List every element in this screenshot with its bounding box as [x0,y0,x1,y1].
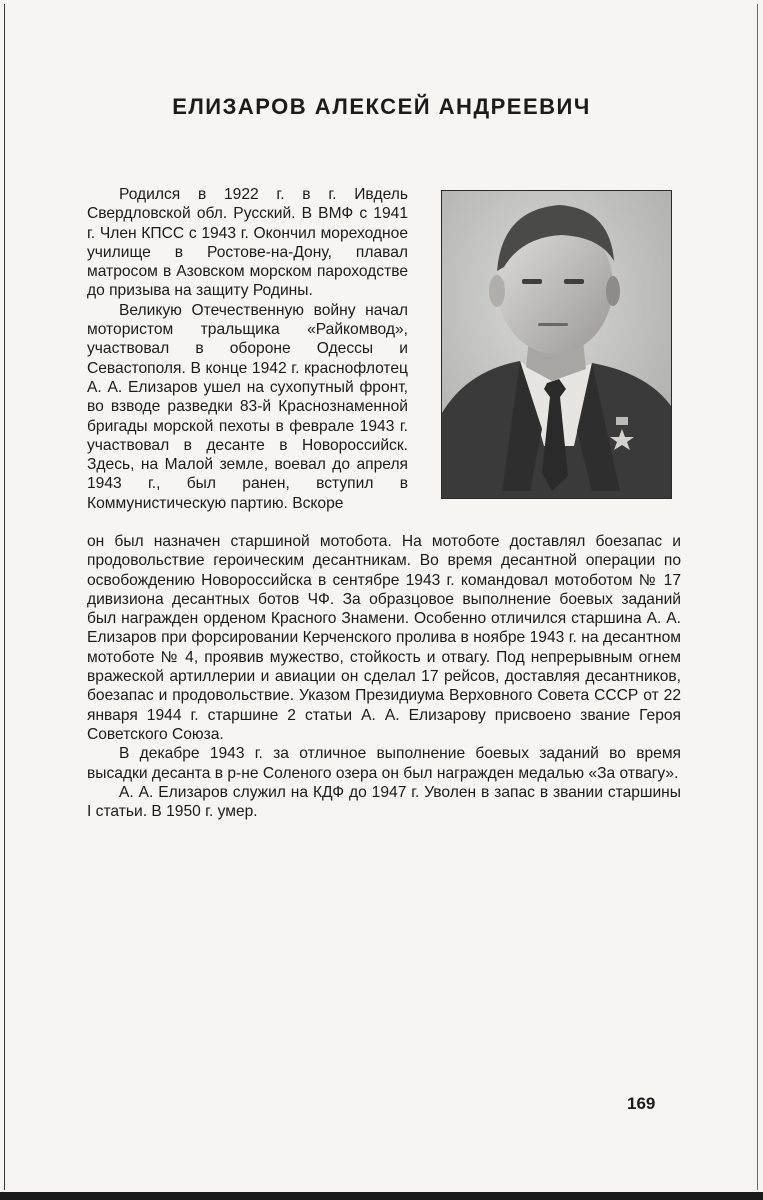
portrait-photo [441,190,672,499]
paragraph-war-start: Великую Отечественную войну начал мотористом тральщика «Райкомвод», участвовал в обороне Одессы и Севастополя. В конце 1942 г. краснофлотец А. А. Елизаров ушел на сухопутный фронт, во взводе разведки 83-й Краснознаменной бригады морской пехоты в феврале 1943 г. участвовал в десанте в Новороссийск. Здесь, на Малой земле, воевал до апреля 1943 г., был ранен, вступил в Коммунистическую партию. Вскоре [87,301,408,512]
intro-column [87,185,408,513]
paragraph-later-life: А. А. Елизаров служил на КДФ до 1947 г. Уволен в запас в звании старшины I статьи. В 1950 г. умер. [87,783,681,821]
portrait-photo-icon [442,191,671,498]
page-number: 169 [627,1094,656,1113]
main-column [87,532,681,821]
paragraph-medal: В декабре 1943 г. за отличное выполнение боевых заданий во время высадки десанта в р-не Соленого озера он был награжден медалью «За отвагу». [87,745,681,782]
paragraph-birth: Родился в 1922 г. в г. Ивдель Свердловской обл. Русский. В ВМФ с 1941 г. Член КПСС с 1943 г. Окончил мореходное училище в Ростове-на-Дону, плавал матросом в Азовском морском пароходстве до призыва на защиту Родины. [87,186,408,300]
paragraph-war-continued: он был назначен старшиной мотобота. На мотоботе доставлял боезапас и продовольствие героическим десантникам. Во время десантной операции по освобождению Новороссийска в сентябре 1943 г. командовал мотоботом № 17 дивизиона десантных ботов ЧФ. За образцовое выполнение боевых заданий был награжден орденом Красного Знамени. Особенно отличился старшина А. А. Елизаров при форсировании Керченского пролива в ноябре 1943 г. на десантном мотоботе № 4, проявив мужество, стойкость и отвагу. Под непрерывным огнем вражеской артиллерии и авиации он сделал 17 рейсов, доставляя десантников, боезапас и продовольствие. Указом Президиума Верховного Совета СССР от 22 января 1944 г. старшине 2 статьи А. А. Елизарову присвоено звание Героя Советского Союза. [87,533,681,743]
page-title: ЕЛИЗАРОВ АЛЕКСЕЙ АНДРЕЕВИЧ [172,94,591,119]
scan-edge [0,1192,763,1200]
